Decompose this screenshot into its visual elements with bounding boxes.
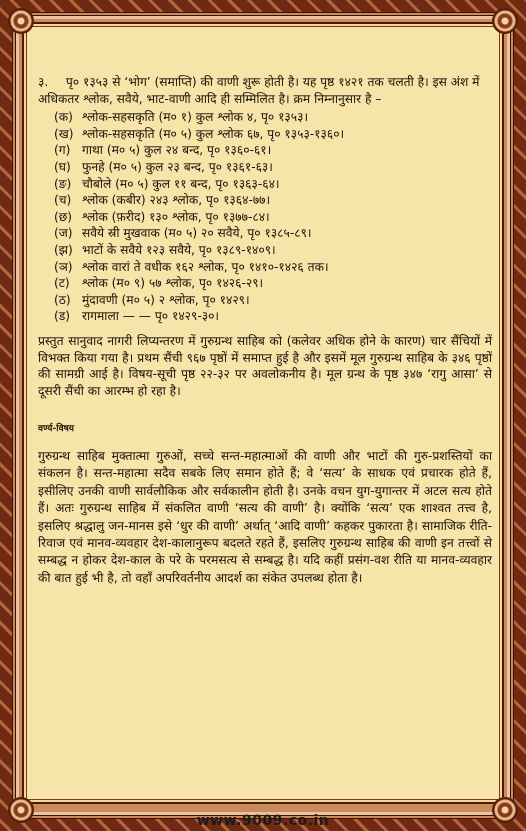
list-text: श्लोक (फ़रीद) १३० श्लोक, पृ० १३७७-८४। [82,209,270,224]
list-text: श्लोक (कबीर) २४३ श्लोक, पृ० १३६४-७७। [82,193,271,208]
list-marker: (ग) [54,143,71,158]
list-item [54,192,492,209]
document-page [22,22,504,804]
page-content [38,74,492,587]
list-marker: (झ) [54,242,73,257]
list-item [54,308,492,325]
item-number: ३. [38,75,49,89]
list-text: गाथा (म० ५) कुल २४ बन्द, पृ० १३६०-६१। [82,143,272,158]
list-text: श्लोक-सहसकृति (म० ५) कुल श्लोक ६७, पृ० १३५३-१३६०। [82,126,345,141]
corner-ornament [8,8,34,34]
list-marker: (क) [54,110,73,125]
list-marker: (ज) [54,226,73,241]
list-marker: (घ) [54,159,71,174]
list-marker: (ख) [54,126,74,141]
list-text: रागमाला — — पृ० १४२९-३०। [82,309,220,324]
list-item [54,209,492,226]
paragraph-subject: गुरुग्रन्थ साहिब मुक्तात्मा गुरुओं, सच्चे सन्त-महात्माओं की वाणी और भाटों की गुरु-प्रशस्तियों का संकलन है। सन्त-महात्मा सदैव सबके लिए समान होते हैं; वे ‘सत्य’ के साधक एवं प्रचारक होते हैं, इसीलिए उनकी वाणी सार्वलौकिक और सर्वकालीन होती है। उनके वचन युग-युगान्तर में अटल सत्य होते हैं। अतः गुरुग्रन्थ साहिब में संकलित वाणी ‘सत्य की वाणी’ है। क्योंकि ‘सत्य’ एक शाश्वत तत्त्व है, इसलिए श्रद्धालु जन-मानस इसे ‘धुर की वाणी’ अर्थात् ‘आदि वाणी’ कहकर पुकारता है। सामाजिक रीति-रिवाज एवं मानव-व्यवहार देश-कालानुरूप बदलते रहते हैं, इसलिए गुरुग्रन्थ साहिब की वाणी इन तत्त्वों से सम्बद्ध न होकर देश-काल के परे के परमसत्य से सम्बद्ध है। यदि कहीं प्रसंग-वश रीति या मानव-व्यवहार की बात हुई भी है, तो वहाँ अपरिवर्तनीय आदर्श का संकेत उपलब्ध होता है। [38,448,492,585]
list-item [54,275,492,292]
list-item [54,242,492,259]
list-text: चौबोले (म० ५) कुल ११ बन्द, पृ० १३६३-६४। [82,176,280,191]
list-marker: (ङ) [54,176,72,191]
section-heading: वर्ण्य-विषय [38,424,74,435]
list-text: फुनहे (म० ५) कुल २३ बन्द, पृ० १३६१-६३। [82,159,273,174]
list-item [54,159,492,176]
list-marker: (ठ) [54,292,71,307]
list-text: सवैये स्री मुखवाक (म० ५) २० सवैये, पृ० १३८५-८९। [82,226,312,241]
paragraph-sanchi: प्रस्तुत सानुवाद नागरी लिप्यन्तरण में गुरुग्रन्थ साहिब को (कलेवर अधिक होने के कारण) चार सैंचियों में विभक्त किया गया है। प्रथम सैंची ९६७ पृष्ठों में समाप्त हुई है और इसमें मूल गुरुग्रन्थ साहिब के ३४६ पृष्ठों की सामग्री आई है। विषय-सूची पृष्ठ २२-३२ पर अवलोकनीय है। मूल ग्रन्थ के पृष्ठ ३४७ ‘रागु आसा’ से दूसरी सैंची का आरम्भ हो रहा है। [38,333,492,398]
list-marker: (ञ) [54,259,73,274]
list-marker: (ड) [54,309,71,324]
intro-text: पृ० १३५३ से ‘भोग’ (समाप्ति) की वाणी शुरू होती है। यह पृष्ठ १४२१ तक चलती है। इस अंश में अधिकतर श्लोक, सवैये, भाट-वाणी आदि ही सम्मिलित है। क्रम निम्नानुसार है – [38,75,480,106]
list-text: श्लोक (म० ९) ५७ श्लोक, पृ० १४२६-२९। [82,276,264,291]
list-marker: (ट) [54,276,70,291]
list-item [54,109,492,126]
list-item [54,126,492,143]
list-text: श्लोक-सहसकृति (म० १) कुल श्लोक ४, पृ० १३५३। [82,110,309,125]
list-item [54,225,492,242]
list-text: मुंदावणी (म० ५) २ श्लोक, पृ० १४२९। [82,292,250,307]
section-list [54,109,492,325]
list-item [54,259,492,276]
list-item [54,176,492,193]
list-text: श्लोक वारां ते वधीक १६२ श्लोक, पृ० १४१०-१४२६ तक। [82,259,329,274]
list-marker: (च) [54,193,72,208]
list-marker: (छ) [54,209,73,224]
list-item [54,142,492,159]
list-item [54,292,492,309]
list-text: भाटों के सवैये १२३ सवैये, पृ० १३८९-१४०९। [82,242,276,257]
corner-ornament [492,8,518,34]
website-watermark: www.9009.co.in [196,813,330,829]
intro-paragraph [38,74,492,107]
